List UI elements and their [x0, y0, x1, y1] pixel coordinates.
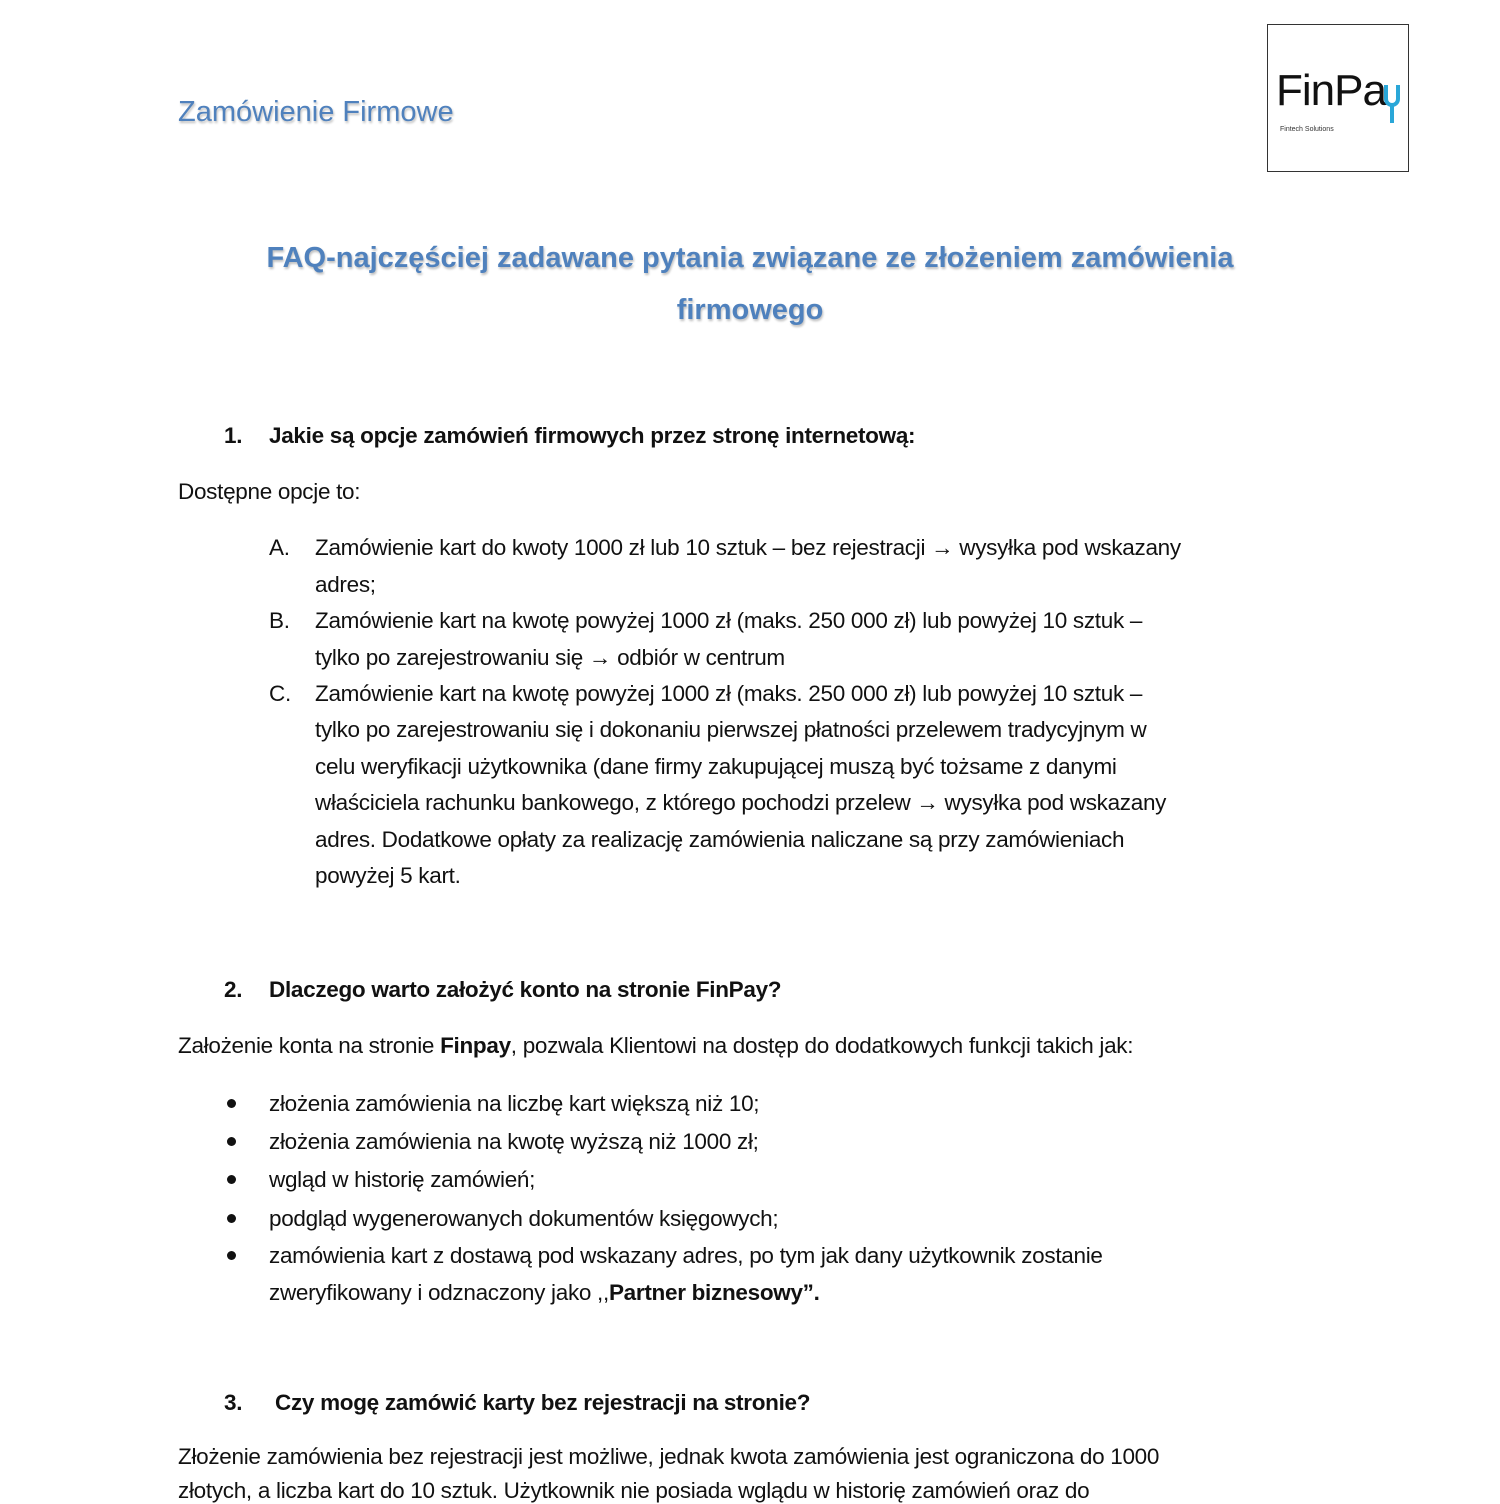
option-c-line: powyżej 5 kart.: [315, 863, 461, 888]
option-letter: A.: [269, 535, 290, 560]
question-3: Czy mogę zamówić karty bez rejestracji na stronie?: [275, 1390, 811, 1415]
intro-pre: Założenie konta na stronie: [178, 1033, 441, 1058]
bullet-item: złożenia zamówienia na liczbę kart większą niż 10;: [269, 1091, 760, 1116]
option-letter: B.: [269, 608, 290, 633]
question-number: 3.: [224, 1390, 243, 1415]
options-intro: Dostępne opcje to:: [178, 479, 361, 504]
document-title: Zamówienie Firmowe: [178, 96, 454, 128]
answer-line: złotych, a liczba kart do 10 sztuk. Użytkownik nie posiada wglądu w historię zamówień oraz do: [178, 1478, 1090, 1503]
intro-bold: Finpay: [440, 1033, 511, 1058]
bullet-icon: [227, 1251, 236, 1260]
bullet-icon: [227, 1214, 236, 1223]
faq-heading-line2: firmowego: [676, 294, 824, 326]
option-c-line: celu weryfikacji użytkownika (dane firmy zakupującej muszą być tożsame z danymi: [315, 754, 1117, 779]
bullet-item: złożenia zamówienia na kwotę wyższą niż 1000 zł;: [269, 1129, 759, 1154]
option-c-line: adres. Dodatkowe opłaty za realizację zamówienia naliczane są przy zamówieniach: [315, 827, 1125, 852]
bullet-item: podgląd wygenerowanych dokumentów księgowych;: [269, 1206, 779, 1231]
option-c-line: tylko po zarejestrowaniu się i dokonaniu pierwszej płatności przelewem tradycyjnym w: [315, 717, 1147, 742]
question-2: Dlaczego warto założyć konto na stronie FinPay?: [269, 977, 782, 1002]
option-a-line: adres;: [315, 572, 376, 597]
svg-text:FinPa: FinPa: [1276, 66, 1386, 115]
bullet-icon: [227, 1099, 236, 1108]
last-line-pre: zweryfikowany i odznaczony jako ,,: [269, 1280, 609, 1305]
faq-heading-line1: FAQ-najczęściej zadawane pytania związane ze złożeniem zamówienia: [266, 242, 1234, 274]
option-letter: C.: [269, 681, 291, 706]
option-b-line: Zamówienie kart na kwotę powyżej 1000 zł (maks. 250 000 zł) lub powyżej 10 sztuk –: [315, 608, 1143, 633]
partner-label: Partner biznesowy”.: [608, 1280, 820, 1305]
option-b-line: tylko po zarejestrowaniu się → odbiór w centrum: [315, 645, 785, 670]
finpay-logo: [1267, 24, 1409, 172]
bullet-item: wgląd w historię zamówień;: [269, 1167, 536, 1192]
question-1: Jakie są opcje zamówień firmowych przez stronę internetową:: [269, 423, 916, 448]
svg-text:Fintech Solutions: Fintech Solutions: [1280, 126, 1334, 133]
bullet-item-continuation: [269, 1279, 820, 1306]
question-number: 2.: [224, 977, 243, 1002]
bullet-item: zamówienia kart z dostawą pod wskazany adres, po tym jak dany użytkownik zostanie: [269, 1243, 1103, 1268]
question-number: 1.: [224, 423, 243, 448]
account-intro: [178, 1032, 1133, 1059]
intro-post: , pozwala Klientowi na dostęp do dodatkowych funkcji takich jak:: [510, 1033, 1134, 1058]
option-a-line: Zamówienie kart do kwoty 1000 zł lub 10 sztuk – bez rejestracji → wysyłka pod wskazany: [315, 535, 1181, 560]
answer-line: Złożenie zamówienia bez rejestracji jest możliwe, jednak kwota zamówienia jest ograniczona do 1000: [178, 1444, 1160, 1469]
option-c-line: Zamówienie kart na kwotę powyżej 1000 zł (maks. 250 000 zł) lub powyżej 10 sztuk –: [315, 681, 1143, 706]
option-c-line: właściciela rachunku bankowego, z którego pochodzi przelew → wysyłka pod wskazany: [315, 790, 1167, 815]
bullet-icon: [227, 1137, 236, 1146]
bullet-icon: [227, 1175, 236, 1184]
